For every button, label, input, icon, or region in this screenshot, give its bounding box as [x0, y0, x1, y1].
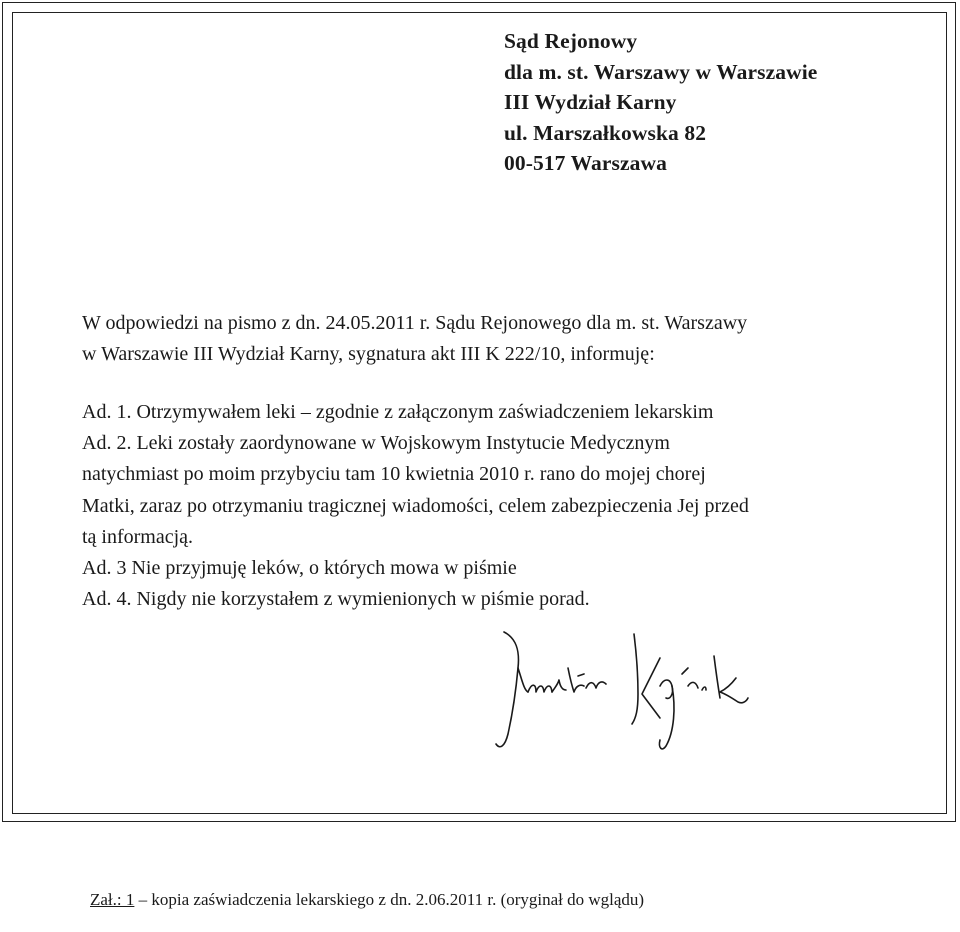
- point-line: Matki, zaraz po otrzymaniu tragicznej wiadomości, celem zabezpieczenia Jej przed: [82, 494, 749, 517]
- point-line: Ad. 4. Nigdy nie korzystałem z wymienionych w piśmie porad.: [82, 588, 590, 611]
- letter-points: [82, 397, 872, 615]
- point-line: Ad. 1. Otrzymywałem leki – zgodnie z załączonym zaświadczeniem lekarskim: [82, 401, 714, 423]
- attachment-note: [90, 889, 644, 911]
- addressee-line: ul. Marszałkowska 82: [504, 120, 707, 145]
- point-line: natychmiast po moim przybyciu tam 10 kwietnia 2010 r. rano do mojej chorej: [82, 463, 706, 486]
- handwritten-signature: [492, 628, 762, 758]
- intro-line: W odpowiedzi na pismo z dn. 24.05.2011 r. Sądu Rejonowego dla m. st. Warszawy: [82, 312, 748, 334]
- letter-intro: [82, 308, 882, 370]
- attachment-text: – kopia zaświadczenia lekarskiego z dn. 2.06.2011 r. (oryginał do wglądu): [134, 890, 645, 909]
- addressee-line: Sąd Rejonowy: [504, 29, 638, 53]
- point-line: Ad. 3 Nie przyjmuję leków, o których mowa w piśmie: [82, 557, 517, 580]
- intro-line: w Warszawie III Wydział Karny, sygnatura akt III K 222/10, informuję:: [82, 343, 655, 365]
- addressee-block: [504, 26, 817, 179]
- point-line: Ad. 2. Leki zostały zaordynowane w Wojskowym Instytucie Medycznym: [82, 432, 670, 455]
- addressee-line: 00-517 Warszawa: [504, 151, 667, 175]
- attachment-label: Zał.: 1: [90, 890, 135, 909]
- addressee-line: dla m. st. Warszawy w Warszawie: [504, 59, 818, 84]
- point-line: tą informacją.: [82, 525, 194, 548]
- addressee-line: III Wydział Karny: [504, 90, 677, 114]
